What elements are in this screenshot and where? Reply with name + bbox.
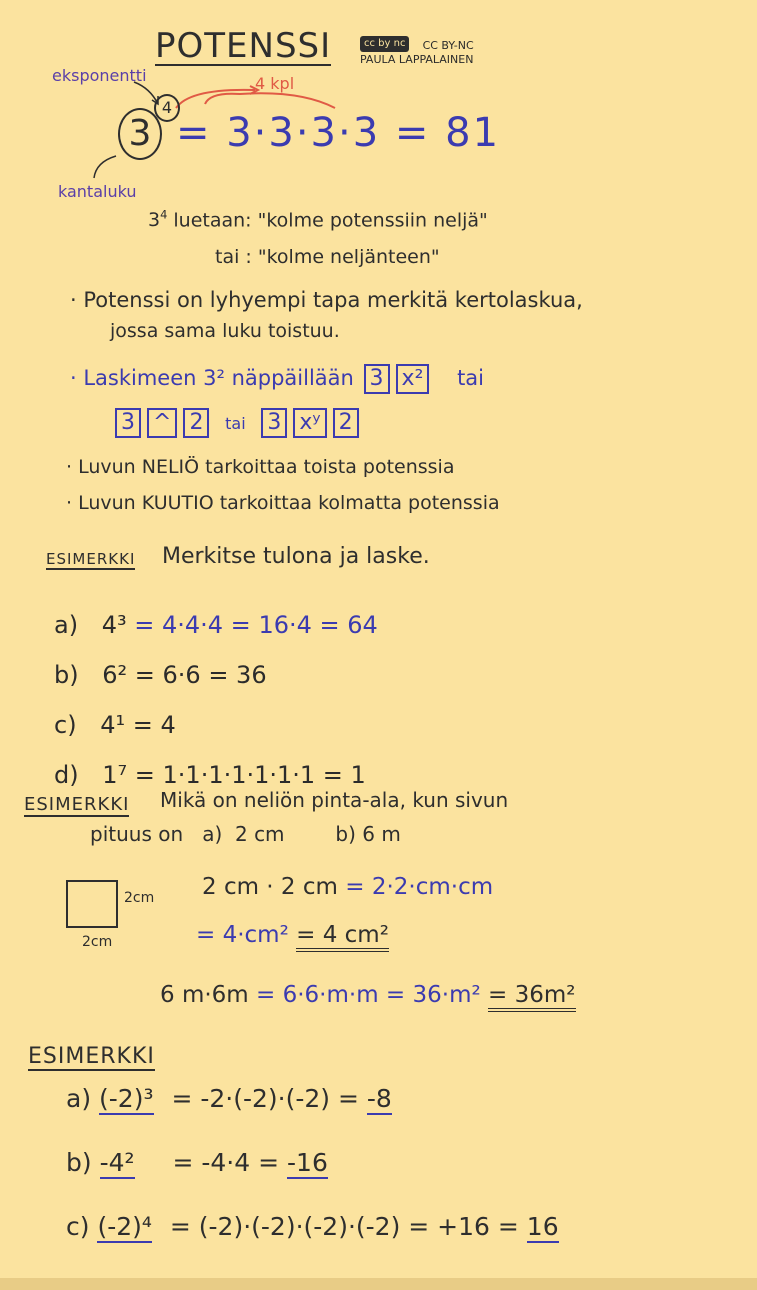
calc-1-blue: = 2·2·cm·cm [345,874,494,900]
item-answer: -8 [366,1084,392,1113]
calc-3-black: 6 m·6m [160,982,249,1008]
key-3b: 3 [115,408,141,438]
item-answer: 16 [526,1212,559,1241]
item-label: c) [54,711,77,739]
item-label: b) [54,661,79,689]
bullet-2-text: · Laskimeen 3² näppäillään [70,366,354,390]
item-rhs: = 6·6 = 36 [134,661,267,689]
key-2b: 2 [333,408,359,438]
calc-3-blue: = 6·6·m·m = 36·m² [256,982,481,1008]
example-3-item-b [66,1148,559,1212]
item-rhs: = 4 [132,711,176,739]
square-figure [66,880,118,928]
item-label: a) [66,1084,92,1113]
item-rhs: = (-2)·(-2)·(-2)·(-2) = +16 = [169,1212,519,1241]
item-lhs: (-2)³ [99,1084,154,1113]
example-3-list [66,1084,559,1276]
item-answer: -16 [287,1148,328,1177]
key-2: 2 [183,408,209,438]
item-rhs: = 1·1·1·1·1·1·1 = 1 [134,761,366,789]
item-lhs: (-2)⁴ [97,1212,152,1241]
item-lhs: 6² [102,661,128,689]
bullet-2-or: tai [457,366,485,390]
item-rhs: = -4·4 = [172,1148,280,1177]
bullet-1-line-2: jossa sama luku toistuu. [110,320,340,342]
reading-power: $3^4$ [148,208,168,232]
key-3: 3 [364,364,390,394]
example-3-item-c [66,1212,559,1276]
base-value: 3 [128,113,152,154]
example-2-heading: ESIMERKKI [24,794,130,815]
author-name: PAULA LAPPALAINEN [360,52,474,66]
key-x2: x² [396,364,430,394]
example-1-list [54,600,378,800]
key-3c: 3 [261,408,287,438]
key-xy: xʸ [293,408,326,438]
calc-1-black: 2 cm · 2 cm [202,874,338,900]
item-rhs-end: = 64 [319,611,378,639]
base-arrow [86,150,126,180]
power-expansion: = 3·3·3·3 = 81 [176,110,501,156]
base-label: kantaluku [58,182,137,201]
key-sequences [112,408,362,438]
area-calc-1 [202,874,493,900]
item-label: a) [54,611,79,639]
area-calc-3 [160,982,576,1008]
example-3-item-a [66,1084,559,1148]
example-1-item-a [54,600,378,650]
exponent-value: 4 [161,98,173,117]
cc-logo: cc by nc [360,36,409,52]
item-lhs: 4³ [101,611,127,639]
bullet-3: · Luvun NELIÖ tarkoittaa toista potenssia [66,456,455,478]
license-block [360,36,474,67]
reading-line-1 [148,208,488,231]
item-rhs-blue: 16·4 [258,611,312,639]
reading-line-2: tai : "kolme neljänteen" [215,246,440,268]
key-caret: ^ [147,408,177,438]
item-lhs: -4² [99,1148,135,1177]
license-text: CC BY-NC [422,38,474,52]
reading-text-1: luetaan: "kolme potenssiin neljä" [173,209,488,232]
reading-exp: 4 [160,208,168,222]
item-label: b) [66,1148,92,1177]
square-side-right: 2cm [124,890,155,906]
or-short: tai [225,414,246,433]
bullet-1-line-1: · Potenssi on lyhyempi tapa merkitä kertolaskua, [70,288,583,312]
exponent-label: eksponentti [52,66,147,85]
example-1-item-b [54,650,378,700]
example-2-task-1: Mikä on neliön pinta-ala, kun sivun [160,788,509,812]
calc-2-answer: = 4 cm² [296,922,389,952]
bullet-2 [70,364,484,394]
item-label: d) [54,761,79,789]
item-rhs: = -2·(-2)·(-2) = [171,1084,359,1113]
calc-3-answer: = 36m² [488,982,575,1012]
item-lhs: 4¹ [100,711,126,739]
bullet-4: · Luvun KUUTIO tarkoittaa kolmatta potenssia [66,492,500,514]
example-3-heading: ESIMERKKI [28,1044,155,1069]
calc-2-blue: = 4·cm² [196,922,289,948]
example-1-item-c [54,700,378,750]
bottom-bar [0,1278,757,1290]
example-1-heading: ESIMERKKI [46,550,136,568]
count-label: 4 kpl [255,74,295,93]
square-side-bottom: 2cm [82,934,113,950]
item-label: c) [66,1212,90,1241]
item-lhs: 1⁷ [102,761,128,789]
item-rhs: = 4·4·4 = [134,611,251,639]
example-1-task: Merkitse tulona ja laske. [162,544,430,569]
area-calc-2 [196,922,389,948]
example-2-task-2: pituus on a) 2 cm b) 6 m [90,822,401,846]
page-title: POTENSSI [155,26,332,66]
